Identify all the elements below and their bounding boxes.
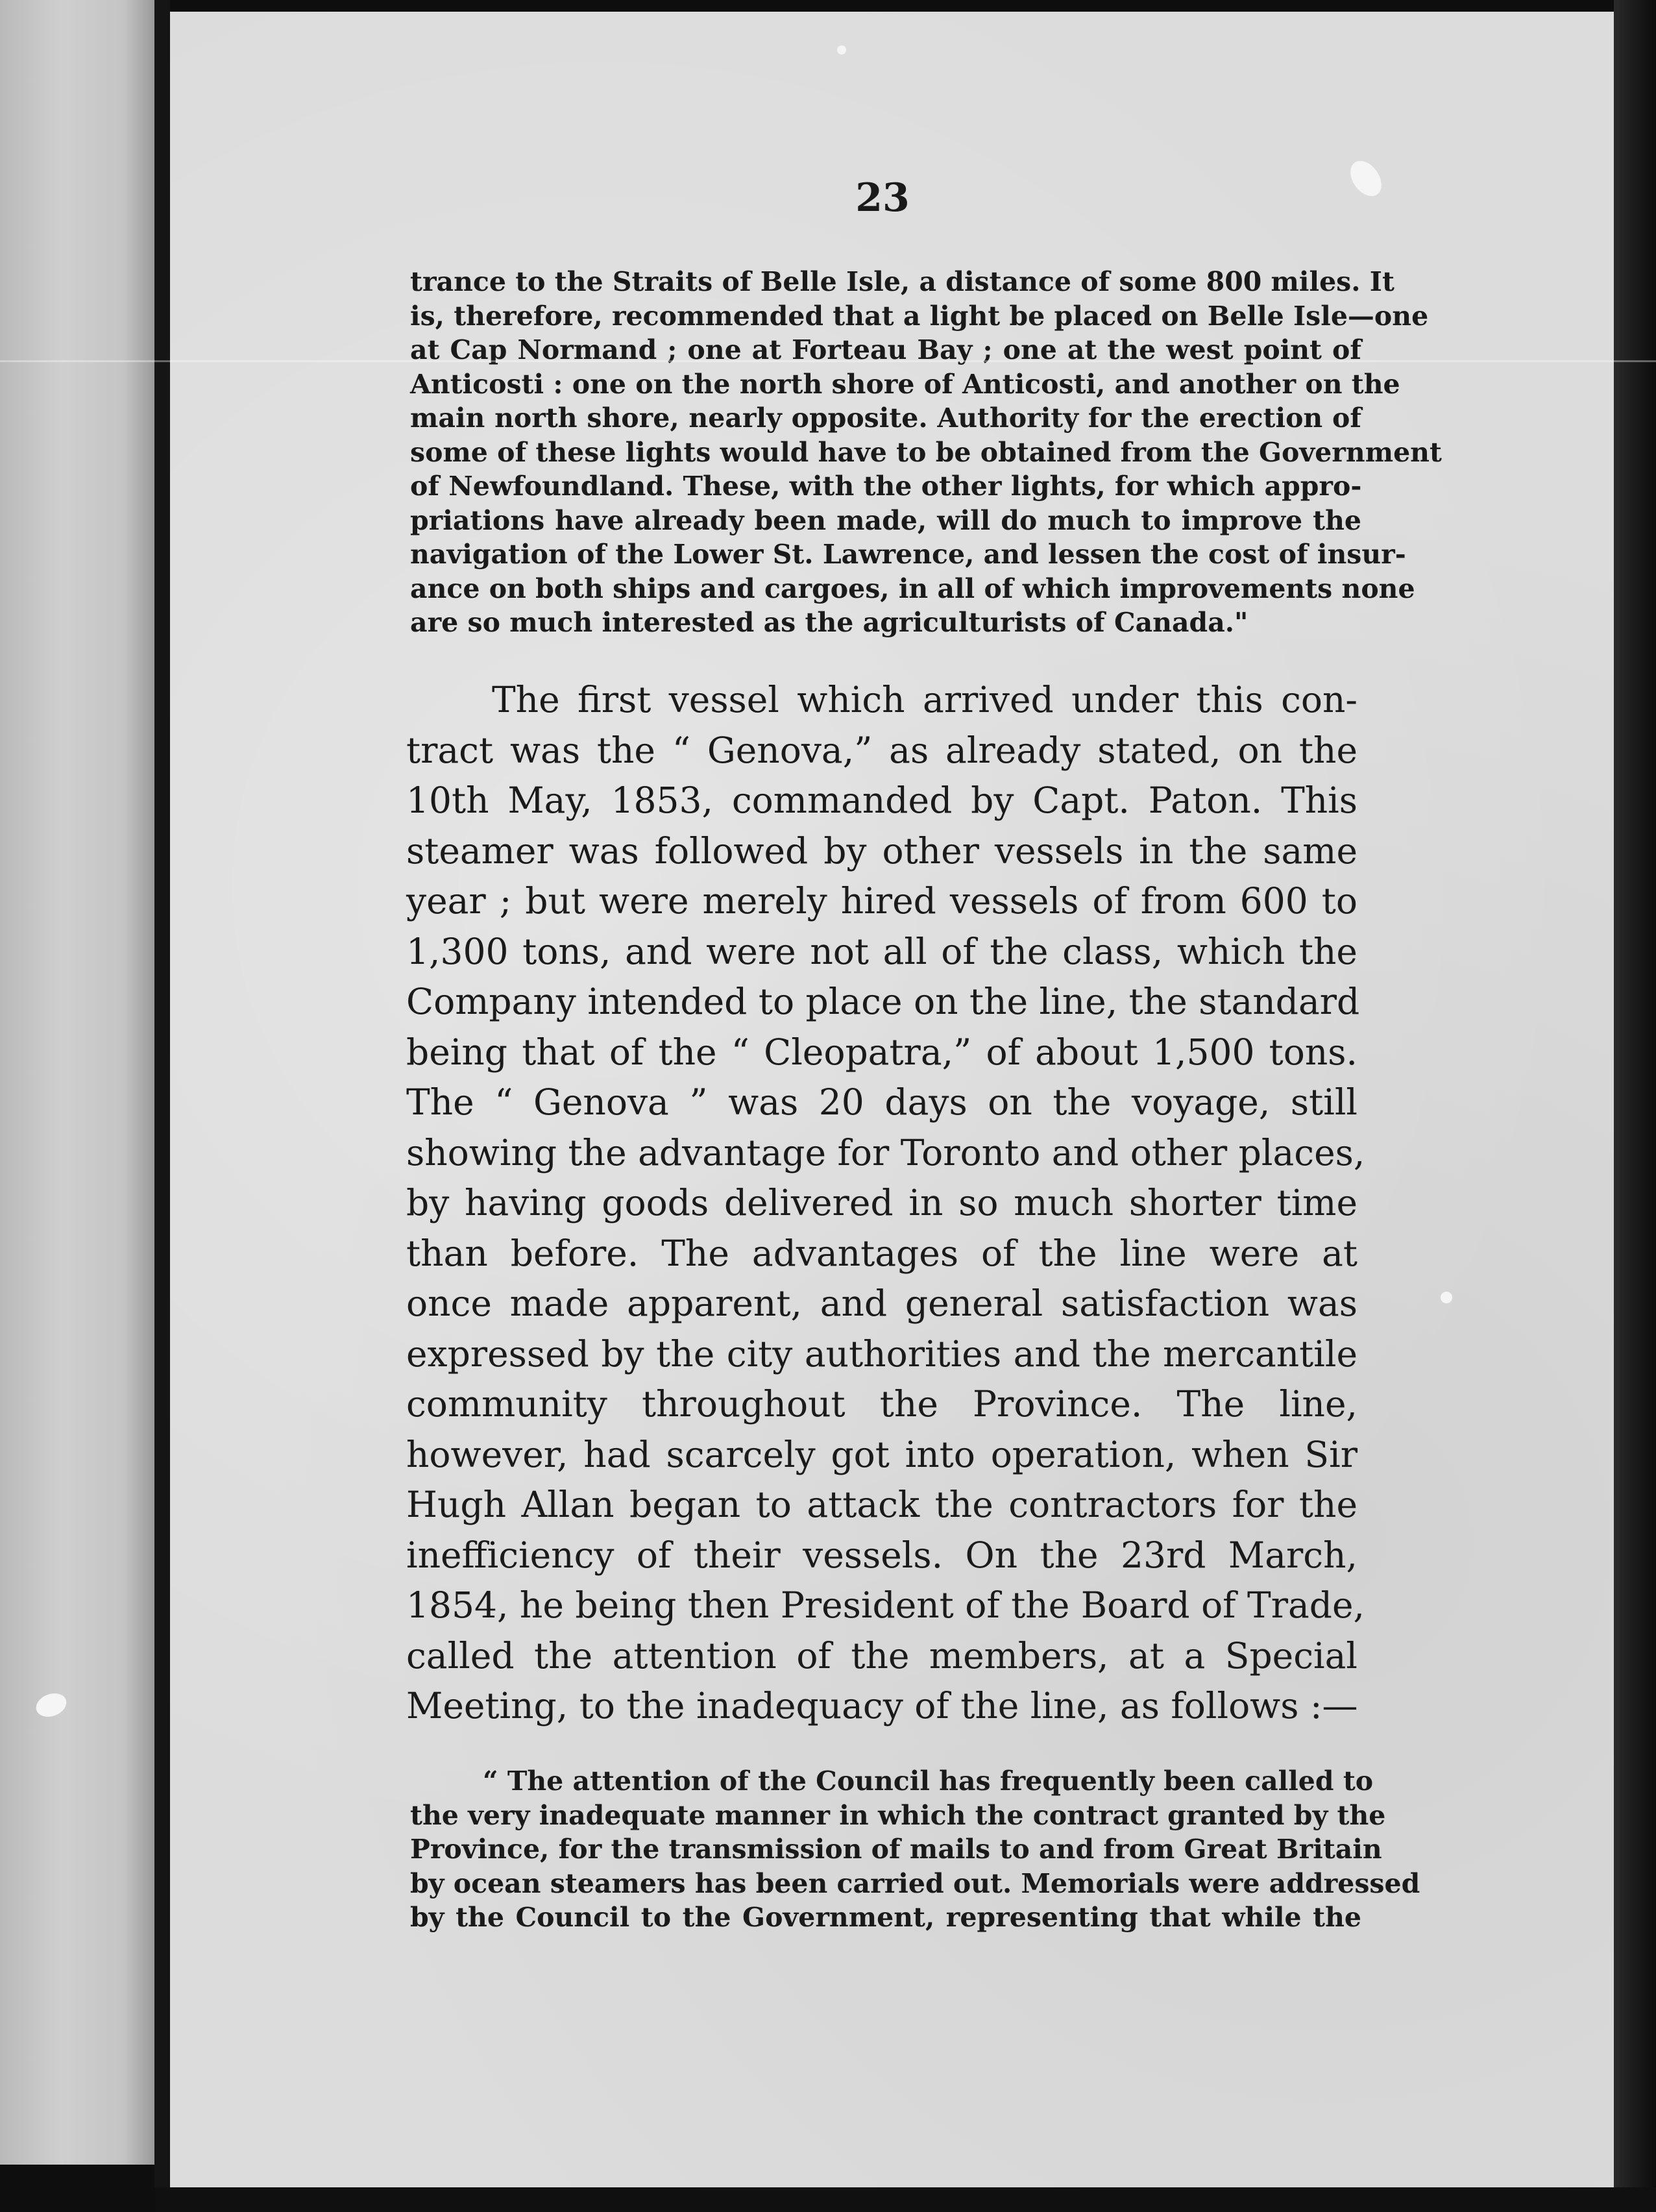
quote-line: of Newfoundland. These, with the other lights, for which appro- (410, 471, 1362, 502)
body-line: year ; but were merely hired vessels of from 600 to (406, 880, 1358, 922)
quote-line: “ The attention of the Council has frequently been called to (483, 1765, 1374, 1797)
body-line: once made apparent, and general satisfaction was (406, 1283, 1358, 1324)
quote-line: is, therefore, recommended that a light be placed on Belle Isle—one (410, 300, 1429, 332)
right-book-edge (1614, 0, 1656, 2212)
body-line: The first vessel which arrived under this con- (492, 679, 1358, 720)
body-line: showing the advantage for Toronto and other places, (406, 1131, 1365, 1174)
quote-line: at Cap Normand ; one at Forteau Bay ; one at the west point of (410, 334, 1361, 365)
quote-line: by the Council to the Government, representing that while the (410, 1902, 1361, 1933)
body-line: The “ Genova ” was 20 days on the voyage, still (406, 1081, 1358, 1123)
body-line: community throughout the Province. The line, (406, 1383, 1358, 1425)
body-line: 1854, he being then President of the Board of Trade, (406, 1584, 1365, 1626)
body-line: steamer was followed by other vessels in the same (406, 830, 1358, 872)
quote-line: by ocean steamers has been carried out. Memorials were addressed (410, 1867, 1420, 1899)
quote-line: priations have already been made, will do much to improve the (410, 504, 1361, 536)
book-gutter (154, 0, 170, 2212)
quote-line: main north shore, nearly opposite. Authority for the erection of (410, 402, 1361, 434)
body-line: tract was the “ Genova,” as already stated, on the (406, 729, 1358, 771)
quote-block-top (410, 265, 1442, 640)
quote-line: trance to the Straits of Belle Isle, a distance of some 800 miles. It (410, 266, 1394, 297)
quote-block-bottom (410, 1764, 1420, 1935)
body-line: 10th May, 1853, commanded by Capt. Paton. This (406, 780, 1358, 821)
body-line: 1,300 tons, and were not all of the class, which the (406, 930, 1358, 972)
body-line: however, had scarcely got into operation, when Sir (406, 1433, 1358, 1475)
body-line: Meeting, to the inadequacy of the line, as follows :— (406, 1685, 1358, 1727)
body-paragraph (406, 675, 1365, 1732)
quote-line: ance on both ships and cargoes, in all of which improvements none (410, 572, 1415, 604)
body-line: by having goods delivered in so much shorter time (406, 1182, 1358, 1223)
quote-line: Province, for the transmission of mails to and from Great Britain (410, 1834, 1382, 1865)
facing-page-edge (0, 0, 154, 2165)
bottom-book-edge (154, 2187, 1656, 2212)
scan-artifact-line (0, 360, 1656, 362)
page-number: 23 (855, 175, 910, 221)
scan-speck (1441, 1292, 1452, 1303)
body-line: than before. The advantages of the line were at (406, 1232, 1358, 1274)
quote-line: Anticosti : one on the north shore of Anticosti, and another on the (410, 368, 1400, 400)
quote-line: navigation of the Lower St. Lawrence, and lessen the cost of insur- (410, 539, 1406, 570)
quote-line: some of these lights would have to be obtained from the Government (410, 436, 1442, 468)
body-line: Company intended to place on the line, the standard (406, 981, 1360, 1022)
body-line: inefficiency of their vessels. On the 23rd March, (406, 1534, 1358, 1576)
quote-line: the very inadequate manner in which the contract granted by the (410, 1799, 1386, 1831)
body-line: expressed by the city authorities and the mercantile (406, 1333, 1358, 1375)
body-line: Hugh Allan began to attack the contractors for the (406, 1484, 1358, 1525)
quote-line: are so much interested as the agriculturists of Canada." (410, 607, 1248, 638)
body-line: being that of the “ Cleopatra,” of about 1,500 tons. (406, 1031, 1358, 1073)
scan-speck (837, 45, 846, 55)
body-line: called the attention of the members, at a Special (406, 1634, 1358, 1677)
